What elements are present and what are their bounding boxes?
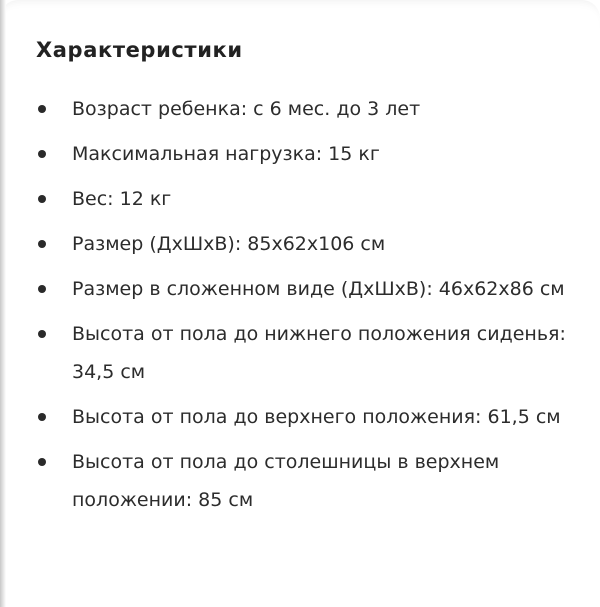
section-title: Характеристики xyxy=(36,38,243,62)
list-item-tray-height: Высота от пола до столешницы в верхнем положении: 85 см xyxy=(36,443,576,519)
list-item-age: Возраст ребенка: с 6 мес. до 3 лет xyxy=(36,90,576,128)
characteristics-list xyxy=(36,90,576,526)
list-item-size: Размер (ДхШхВ): 85х62х106 см xyxy=(36,225,576,263)
list-item-seat-high-height: Высота от пола до верхнего положения: 61,5 см xyxy=(36,398,576,436)
list-item-max-load: Максимальная нагрузка: 15 кг xyxy=(36,135,576,173)
panel-left-shadow xyxy=(0,0,6,607)
list-item-seat-low-height: Высота от пола до нижнего положения сиденья: 34,5 см xyxy=(36,315,576,391)
list-item-folded-size: Размер в сложенном виде (ДхШхВ): 46х62х86 см xyxy=(36,270,576,308)
list-item-weight: Вес: 12 кг xyxy=(36,180,576,218)
